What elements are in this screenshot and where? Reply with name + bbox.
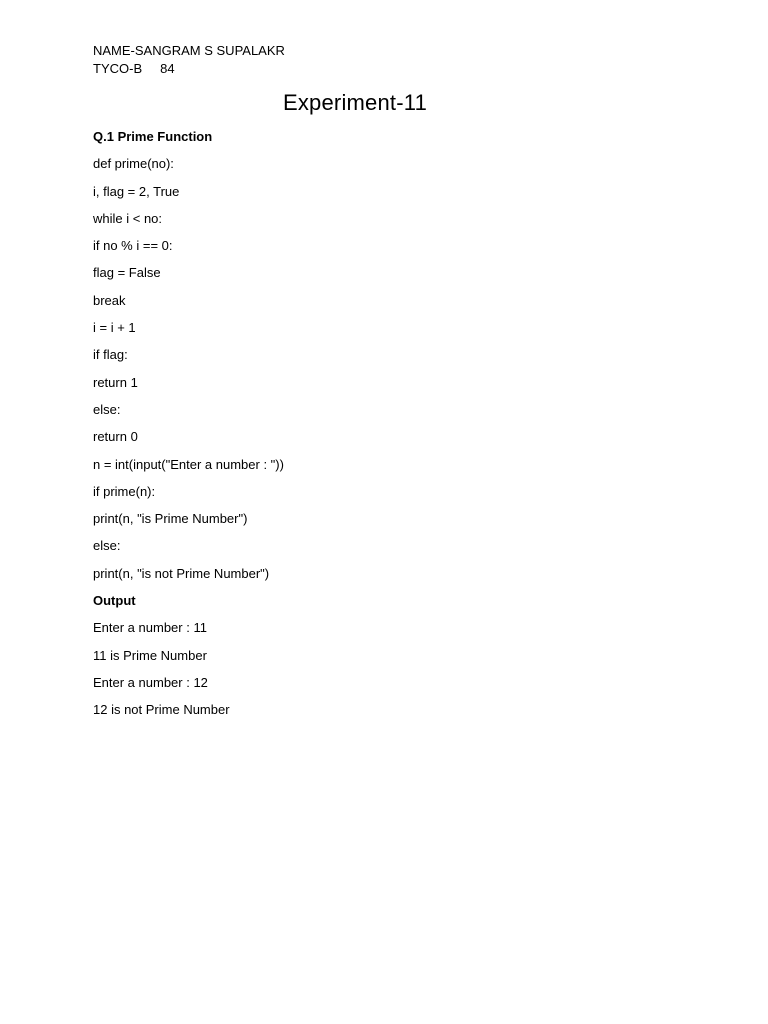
text-line: 12 is not Prime Number [93, 702, 230, 718]
text-line: if flag: [93, 347, 128, 363]
question-heading: Q.1 Prime Function [93, 129, 213, 144]
class-roll-number: TYCO-B 84 [93, 61, 175, 76]
page-title [0, 88, 710, 118]
experiment-title: Experiment-11 [282, 90, 428, 115]
text-line: break [93, 292, 126, 308]
text-line: i = i + 1 [93, 320, 136, 336]
text-line: 11 is Prime Number [93, 647, 207, 663]
text-line: if no % i == 0: [93, 238, 173, 254]
text-line: n = int(input("Enter a number : ")) [93, 456, 284, 472]
document-body [93, 128, 693, 729]
text-line: return 0 [93, 429, 138, 445]
text-line: else: [93, 401, 121, 417]
student-name: NAME-SANGRAM S SUPALAKR [93, 43, 285, 58]
output-heading: Output [93, 593, 136, 609]
text-line: while i < no: [93, 210, 163, 226]
text-line: if prime(n): [93, 483, 156, 499]
text-line: def prime(no): [93, 156, 174, 172]
text-line: Enter a number : 11 [93, 620, 207, 636]
text-line: Enter a number : 12 [93, 674, 208, 690]
text-line: print(n, "is Prime Number") [93, 511, 248, 527]
text-line: return 1 [93, 374, 138, 390]
text-line: flag = False [93, 265, 161, 281]
text-line: else: [93, 538, 121, 554]
text-line: i, flag = 2, True [93, 183, 180, 199]
text-line: print(n, "is not Prime Number") [93, 565, 270, 581]
